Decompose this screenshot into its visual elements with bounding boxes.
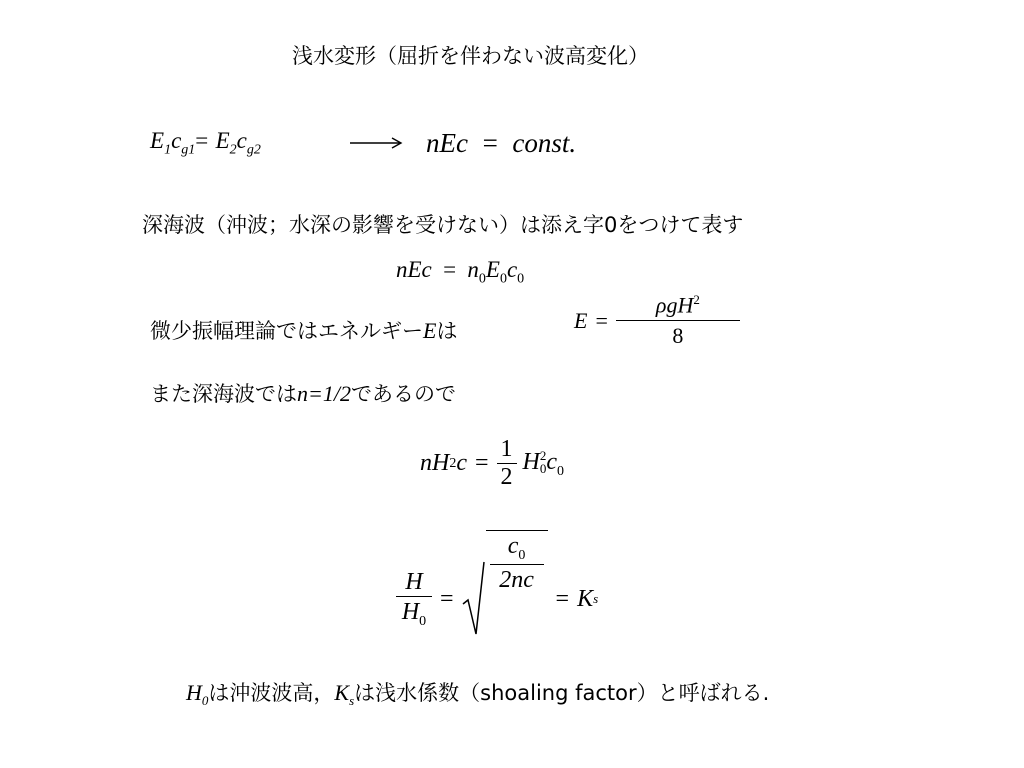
right-arrow-icon (350, 136, 406, 150)
square-root (462, 533, 548, 638)
height-ratio-fraction: $\frac{H}{H_0}$ (396, 569, 432, 630)
root-fraction: $\frac{c_0}{2nc}$ (486, 531, 548, 594)
energy-fraction: $\frac{\rho gH^2}{8}$ (616, 292, 740, 349)
shoaling-factor-description: $H_0$は沖波波高，$K_s$は浅水係数（shoaling factor）と呼ばれる. (186, 680, 770, 709)
deep-water-description: 深海波（沖波；水深の影響を受けない）は添え字0をつけて表す (142, 213, 744, 237)
deep-water-flux-equation: nEc = $n_0E_0c_0$ (396, 257, 525, 287)
slide-title: 浅水変形（屈折を伴わない波高変化） (292, 44, 649, 68)
energy-flux-equation: $E_1c_{g1}= E_2c_{g2}$ (150, 128, 261, 158)
energy-equation: E = $\frac{\rho gH^2}{8}$ (574, 292, 740, 349)
constant-flux-equation: nEc = const. (426, 128, 577, 158)
energy-description: 微少振幅理論ではエネルギーEは (150, 318, 458, 343)
deep-water-n-description: また深海波ではn=1/2であるので (150, 381, 456, 406)
half-fraction: $\frac{1}{2}$ (497, 436, 517, 491)
wave-height-flux-equation: n H 2 c = $\frac{1}{2}$ H 2 0 $c_0$ (420, 436, 565, 490)
radical-sign-icon (462, 560, 486, 638)
shoaling-coefficient-equation: $\frac{H}{H_0}$ = $\frac{c_0}{2nc}$ = K s (396, 560, 598, 638)
